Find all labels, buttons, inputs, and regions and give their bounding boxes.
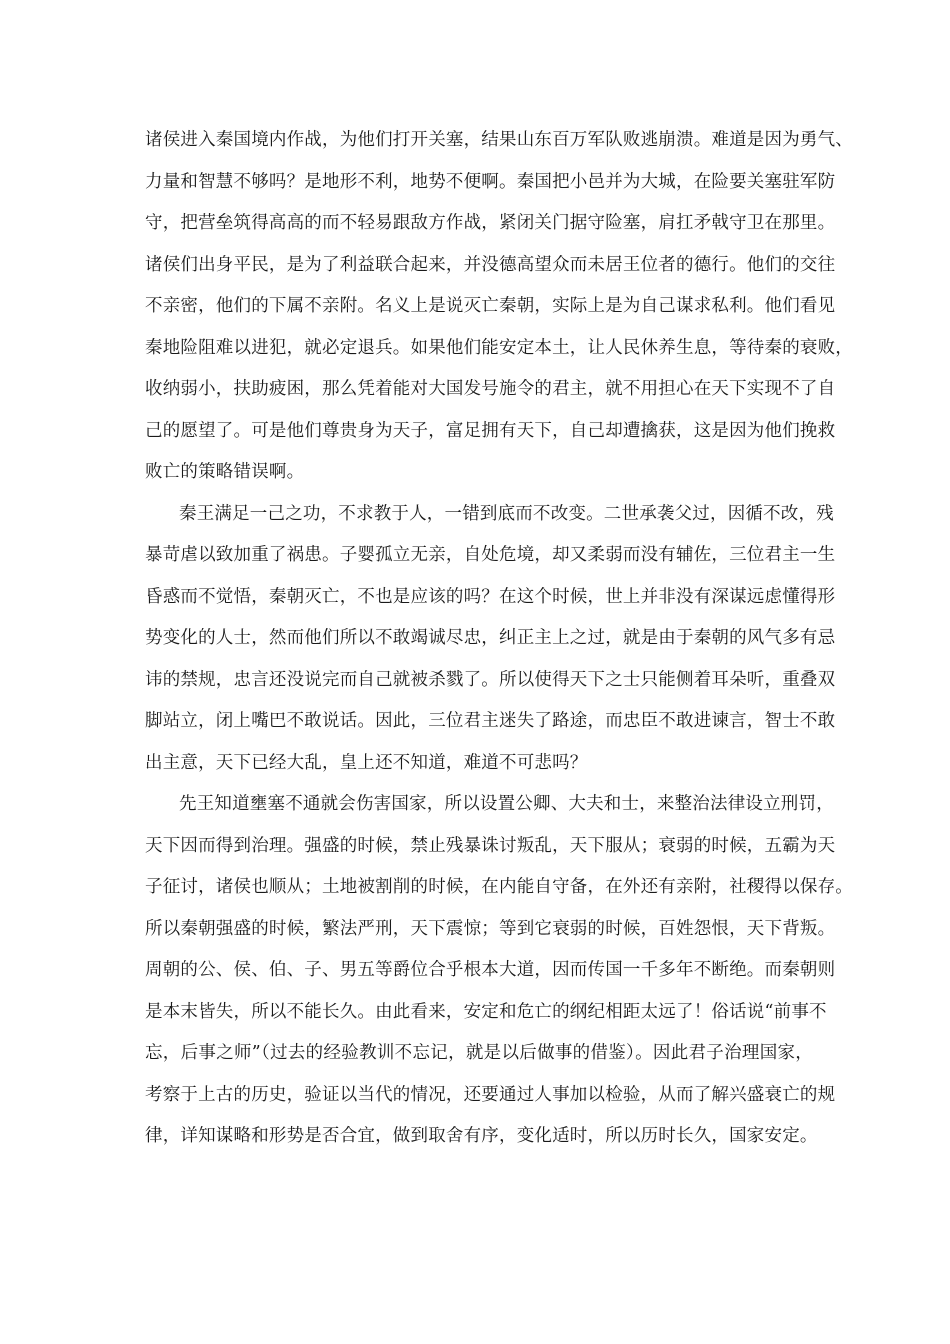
paragraph-line: 出主意，天下已经大乱，皇上还不知道，难道不可悲吗？ bbox=[145, 752, 588, 773]
paragraph-2 bbox=[145, 494, 836, 785]
paragraph-line: 律，详知谋略和形势是否合宜，做到取舍有序，变化适时，所以历时长久，国家安定。 bbox=[145, 1126, 818, 1146]
paragraph-line: 势变化的人士，然而他们所以不敢竭诚尽忠，纠正主上之过，就是由于秦朝的风气多有忌 bbox=[145, 628, 836, 648]
paragraph-line: 收纳弱小，扶助疲困，那么凭着能对大国发号施令的君主，就不用担心在天下实现不了自 bbox=[145, 379, 836, 399]
paragraph-line: 败亡的策略错误啊。 bbox=[145, 462, 305, 482]
paragraph-line: 是本末皆失，所以不能长久。由此看来，安定和危亡的纲纪相距太远了！俗话说“前事不 bbox=[145, 1001, 827, 1022]
paragraph-line: 秦地险阻难以进犯，就必定退兵。如果他们能安定本土，让人民休养生息，等待秦的衰败， bbox=[145, 337, 853, 358]
paragraph-line: 所以秦朝强盛的时候，繁法严刑，天下震惊；等到它衰弱的时候，百姓怨恨，天下背叛。 bbox=[145, 918, 836, 939]
paragraph-line: 先王知道壅塞不通就会伤害国家，所以设置公卿、大夫和士，来整治法律设立刑罚， bbox=[179, 794, 834, 814]
paragraph-line: 周朝的公、侯、伯、子、男五等爵位合乎根本大道，因而传国一千多年不断绝。而秦朝则 bbox=[145, 960, 836, 980]
paragraph-line: 己的愿望了。可是他们尊贵身为天子，富足拥有天下，自己却遭擒获，这是因为他们挽救 bbox=[145, 420, 836, 441]
paragraph-1 bbox=[145, 120, 853, 494]
paragraph-line: 天下因而得到治理。强盛的时候，禁止残暴诛讨叛乱，天下服从；衰弱的时候，五霸为天 bbox=[145, 835, 836, 856]
paragraph-line: 秦王满足一己之功，不求教于人，一错到底而不改变。二世承袭父过，因循不改，残 bbox=[179, 503, 834, 524]
paragraph-line: 昏惑而不觉悟，秦朝灭亡，不也是应该的吗？在这个时候，世上并非没有深谋远虑懂得形 bbox=[145, 586, 836, 607]
body-text bbox=[145, 120, 853, 1158]
paragraph-line: 忘，后事之师”（过去的经验教训不忘记，就是以后做事的借鉴）。因此君子治理国家， bbox=[145, 1043, 813, 1063]
paragraph-line: 力量和智慧不够吗？是地形不利，地势不便啊。秦国把小邑并为大城，在险要关塞驻军防 bbox=[145, 171, 836, 192]
paragraph-line: 不亲密，他们的下属不亲附。名义上是说灭亡秦朝，实际上是为自己谋求私利。他们看见 bbox=[145, 296, 836, 316]
paragraph-line: 守，把营垒筑得高高的而不轻易跟敌方作战，紧闭关门据守险塞，肩扛矛戟守卫在那里。 bbox=[145, 213, 836, 233]
paragraph-line: 考察于上古的历史，验证以当代的情况，还要通过人事加以检验，从而了解兴盛衰亡的规 bbox=[145, 1084, 836, 1105]
paragraph-line: 讳的禁规，忠言还没说完而自己就被杀戮了。所以使得天下之士只能侧着耳朵听，重叠双 bbox=[145, 669, 836, 690]
paragraph-line: 子征讨，诸侯也顺从；土地被割削的时候，在内能自守备，在外还有亲附，社稷得以保存。 bbox=[145, 877, 853, 897]
paragraph-line: 脚站立，闭上嘴巴不敢说话。因此，三位君主迷失了路途，而忠臣不敢进谏言，智士不敢 bbox=[145, 711, 836, 731]
paragraph-line: 暴苛虐以致加重了祸患。子婴孤立无亲，自处危境，却又柔弱而没有辅佐，三位君主一生 bbox=[145, 545, 836, 565]
paragraph-3 bbox=[145, 784, 853, 1158]
paragraph-line: 诸侯进入秦国境内作战，为他们打开关塞，结果山东百万军队败逃崩溃。难道是因为勇气、 bbox=[145, 130, 853, 150]
paragraph-line: 诸侯们出身平民，是为了利益联合起来，并没德高望众而未居王位者的德行。他们的交往 bbox=[145, 254, 836, 275]
